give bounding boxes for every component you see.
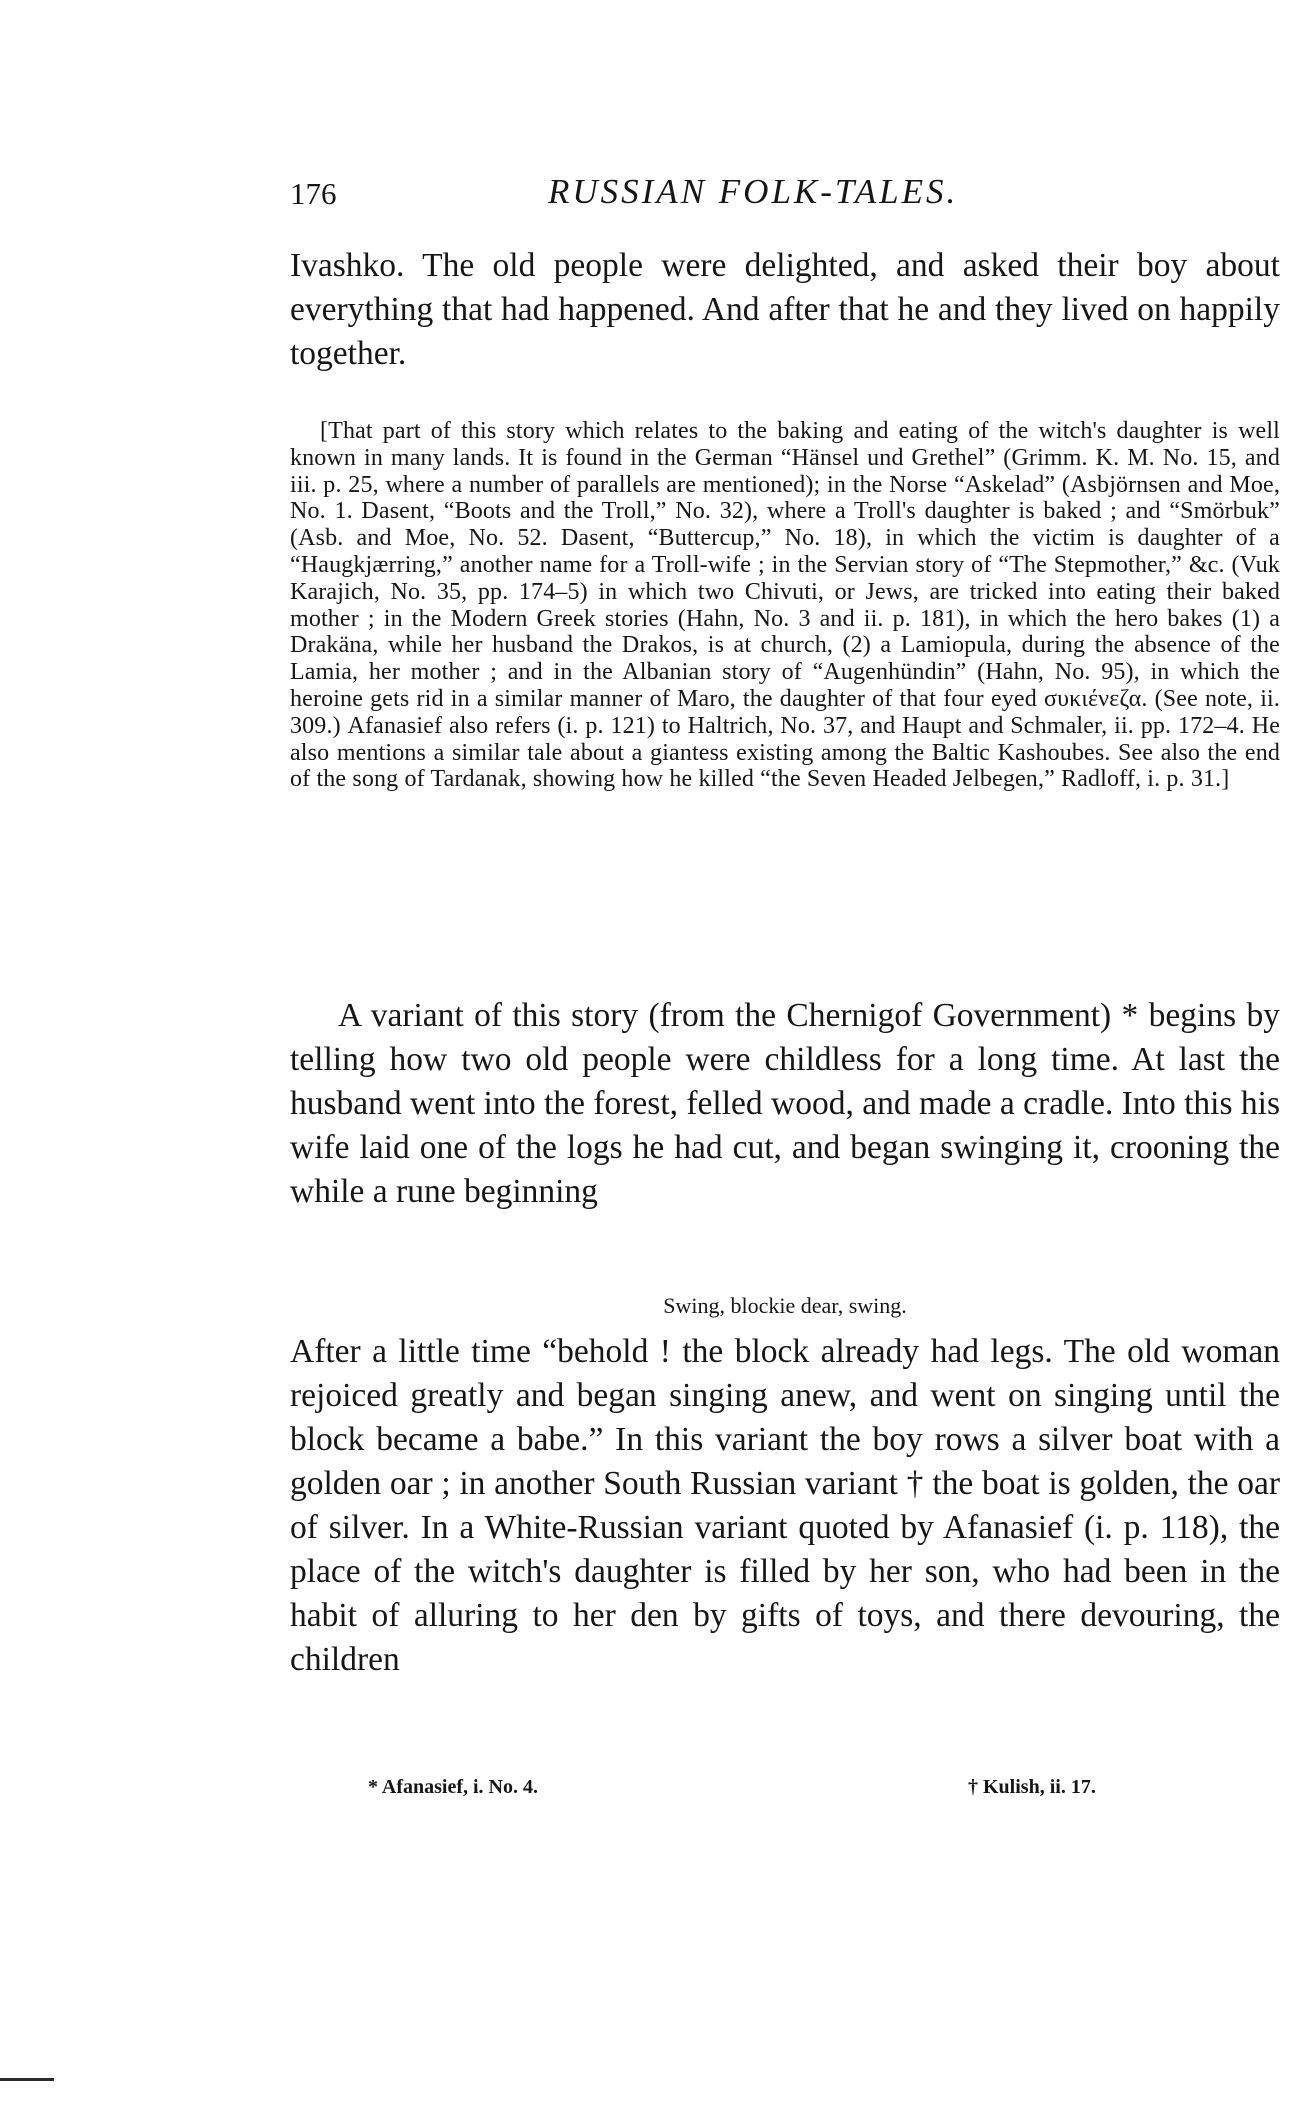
running-title: RUSSIAN FOLK-TALES. xyxy=(548,172,959,211)
note-text: [That part of this story which relates to the baking and eating of the witch's daughter is well known in many lands. It is found in the German “Hänsel und Grethel” (Grimm. K. M. No. 15, and iii. p. 25, where a number of parallels are mentioned); in the Norse “Askelad” (Asbjörnsen and Moe, No. 1. Dasent, “Boots and the Troll,” No. 32), where a Troll's daughter is baked ; and “Smörbuk” (Asb. and Moe, No. 52. Dasent, “Buttercup,” No. 18), in which the victim is daughter of a “Haugkjærring,” another name for a Troll-wife ; in the Servian story of “The Stepmother,” &c. (Vuk Karajich, No. 35, pp. 174–5) in which two Chivuti, or Jews, are tricked into eating their baked mother ; in the Modern Greek stories (Hahn, No. 3 and ii. p. 181), in which the hero bakes (1) a Drakäna, while her husband the Drakos, is at church, (2) a Lamiopula, during the absence of the Lamia, her mother ; and in the Albanian story of “Augenhündin” (Hahn, No. 95), in which the heroine gets rid in a similar manner of Maro, the daughter of that four eyed συκιένεζα. (See note, ii. 309.) Afanasief also refers (i. p. 121) to Haltrich, No. 37, and Haupt and Schmaler, ii. pp. 172–4. He also mentions a similar tale about a giantess existing among the Baltic Kashoubes. See also the end of the song of Tardanak, showing how he killed “the Seven Headed Jelbegen,” Radloff, i. p. 31.] xyxy=(290,418,1280,793)
page-number: 176 xyxy=(290,176,337,211)
paragraph-text: After a little time “behold ! the block already had legs. The old woman rejoiced greatly and began singing anew, and went on singing until the block became a babe.” In this variant the boy rows a silver boat with a golden oar ; in another South Russian variant † the boat is golden, the oar of silver. In a White-Russian variant quoted by Afanasief (i. p. 118), the place of the witch's daughter is filled by her son, who had been in the habit of alluring to her den by gifts of toys, and there devouring, the children xyxy=(290,1333,1280,1678)
verse-line: Swing, blockie dear, swing. xyxy=(663,1293,907,1318)
paragraph-text: Ivashko. The old people were delighted, and asked their boy about everything that had happened. And after that he and they lived on happily together. xyxy=(290,247,1280,372)
footnote-kulish: † Kulish, ii. 17. xyxy=(968,1776,1096,1798)
page-header xyxy=(290,172,1280,232)
editorial-note xyxy=(290,418,1280,793)
scan-edge-mark xyxy=(0,2078,54,2081)
paragraph-block xyxy=(290,1330,1280,1682)
paragraph-variant xyxy=(290,994,1280,1214)
footnote-afanasief: * Afanasief, i. No. 4. xyxy=(368,1776,538,1798)
paragraph-ivashko xyxy=(290,244,1280,376)
paragraph-text: A variant of this story (from the Chernigof Government) * begins by telling how two old people were childless for a long time. At last the husband went into the forest, felled wood, and made a cradle. Into this his wife laid one of the logs he had cut, and began swinging it, crooning the while a rune beginning xyxy=(290,997,1280,1210)
